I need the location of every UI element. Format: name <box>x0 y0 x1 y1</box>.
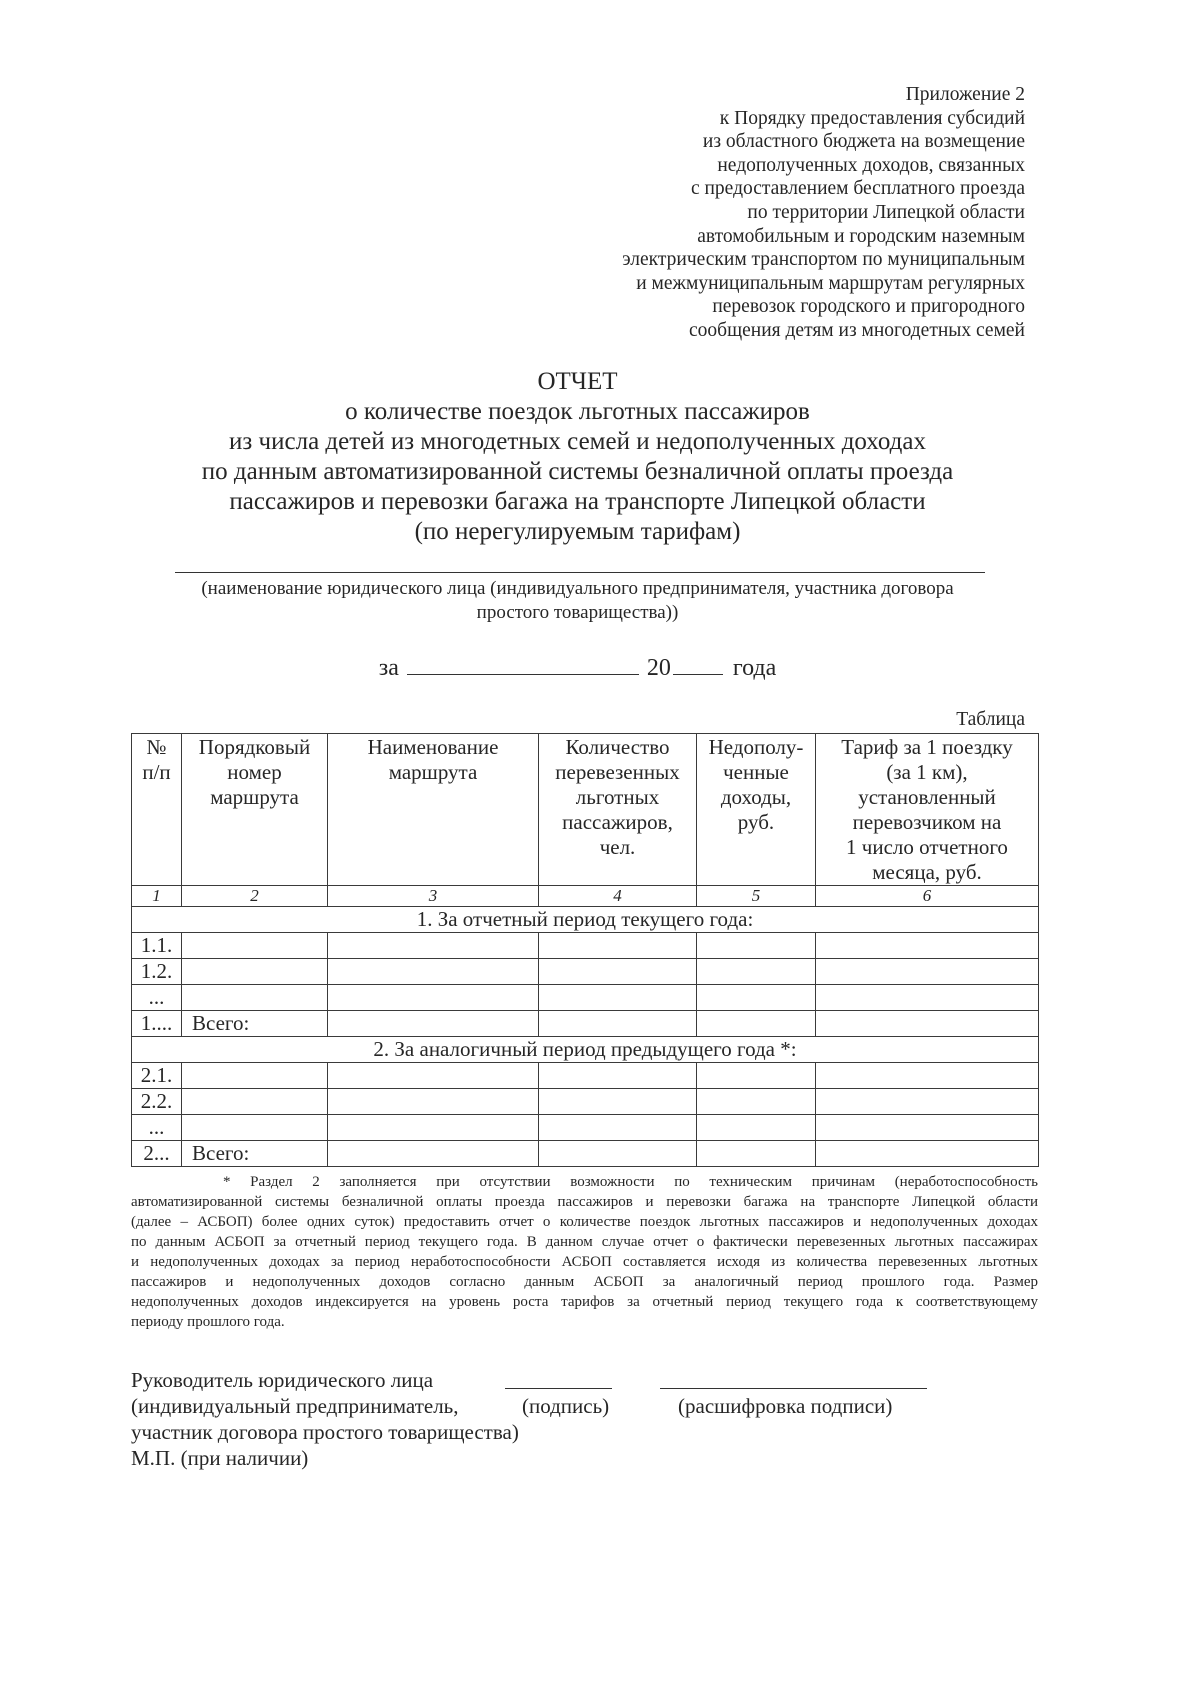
route-name-cell <box>328 959 539 985</box>
lost-income-cell <box>697 959 816 985</box>
route-number-cell <box>182 959 328 985</box>
lost-income-cell <box>697 1141 816 1167</box>
lost-income-cell <box>697 933 816 959</box>
appendix-line: из областного бюджета на возмещение <box>702 131 1025 153</box>
period-month-blank <box>407 673 639 675</box>
lost-income-cell <box>697 1011 816 1037</box>
period-suffix: года <box>732 655 777 681</box>
row-number: 1.... <box>132 1011 182 1037</box>
signature-blank-line <box>505 1388 612 1389</box>
title-line: ОТЧЕТ <box>537 368 618 395</box>
table-row <box>132 933 1039 959</box>
column-numbers-row <box>132 886 1039 907</box>
column-number: 2 <box>182 886 328 907</box>
footnote <box>131 1172 1038 1332</box>
footnote-line: * Раздел 2 заполняется при отсутствии возможности по техническим причинам (неработоспособность <box>223 1174 1038 1190</box>
tariff-cell <box>816 1089 1039 1115</box>
header-route-name: Наименование маршрута <box>328 734 539 886</box>
footnote-line: пассажиров и недополученных доходов согласно данным АСБОП за аналогичный период прошлого года. Размер <box>131 1274 1038 1290</box>
passenger-count-cell <box>539 1011 697 1037</box>
row-number: 2.2. <box>132 1089 182 1115</box>
caption-line: (наименование юридического лица (индивидуального предпринимателя, участника договора <box>201 578 954 599</box>
appendix-line: недополученных доходов, связанных <box>717 154 1025 176</box>
appendix-line: к Порядку предоставления субсидий <box>719 107 1025 129</box>
total-label: Всего: <box>182 1011 328 1037</box>
route-name-cell <box>328 1063 539 1089</box>
appendix-line: с предоставлением бесплатного проезда <box>690 178 1025 200</box>
column-number: 5 <box>697 886 816 907</box>
tariff-cell <box>816 1115 1039 1141</box>
tariff-cell <box>816 1063 1039 1089</box>
period-year-blank <box>673 673 723 675</box>
section-title: 2. За аналогичный период предыдущего года *: <box>132 1037 1039 1063</box>
passenger-count-cell <box>539 933 697 959</box>
decoding-caption: (расшифровка подписи) <box>678 1394 893 1418</box>
appendix-line: по территории Липецкой области <box>747 201 1025 223</box>
decoding-blank-line <box>660 1388 927 1389</box>
title-line: по данным автоматизированной системы безналичной оплаты проезда <box>201 458 954 485</box>
tariff-cell <box>816 959 1039 985</box>
header-route-number: Порядковый номер маршрута <box>182 734 328 886</box>
passenger-count-cell <box>539 1141 697 1167</box>
table-header-row <box>132 734 1039 886</box>
header-passenger-count: Количество перевезенных льготных пассажиров, чел. <box>539 734 697 886</box>
period-line <box>100 653 1055 683</box>
head-label-line2: (индивидуальный предприниматель, <box>131 1394 459 1418</box>
row-number: 1.2. <box>132 959 182 985</box>
table-total-row <box>132 1011 1039 1037</box>
tariff-cell <box>816 1141 1039 1167</box>
route-number-cell <box>182 1063 328 1089</box>
title-line: пассажиров и перевозки багажа на транспорте Липецкой области <box>229 488 926 515</box>
column-number: 4 <box>539 886 697 907</box>
tariff-cell <box>816 933 1039 959</box>
appendix-line: электрическим транспортом по муниципальным <box>622 249 1025 271</box>
section-row <box>132 1037 1039 1063</box>
route-number-cell <box>182 1089 328 1115</box>
header-tariff: Тариф за 1 поездку (за 1 км), установленный перевозчиком на 1 число отчетного месяца, руб. <box>816 734 1039 886</box>
signature-block <box>0 1367 1200 1477</box>
lost-income-cell <box>697 1063 816 1089</box>
header-row-number: № п/п <box>132 734 182 886</box>
passenger-count-cell <box>539 959 697 985</box>
report-table <box>131 733 1039 1167</box>
appendix-line: автомобильным и городским наземным <box>697 225 1025 247</box>
route-name-cell <box>328 985 539 1011</box>
footnote-line: и недополученных доходах за период неработоспособности АСБОП составляется исходя из количества перевезенных льготных <box>131 1254 1038 1270</box>
passenger-count-cell <box>539 1089 697 1115</box>
appendix-block <box>622 83 1025 343</box>
head-label: Руководитель юридического лица <box>131 1368 434 1392</box>
route-number-cell <box>182 1115 328 1141</box>
section-row <box>132 907 1039 933</box>
column-number: 3 <box>328 886 539 907</box>
caption-line: простого товарищества)) <box>476 602 679 623</box>
column-number: 1 <box>132 886 182 907</box>
org-name-blank-line <box>175 572 985 573</box>
period-year-prefix: 20 <box>646 655 671 681</box>
appendix-line: и межмуниципальным маршрутам регулярных <box>636 272 1025 294</box>
table-total-row <box>132 1141 1039 1167</box>
total-label: Всего: <box>182 1141 328 1167</box>
lost-income-cell <box>697 985 816 1011</box>
route-name-cell <box>328 1115 539 1141</box>
row-number: 1.1. <box>132 933 182 959</box>
head-label-line3: участник договора простого товарищества) <box>131 1420 519 1444</box>
footnote-line: недополученных доходов индексируется на уровень роста тарифов за отчетный период текущего года к соответствующему <box>131 1294 1038 1310</box>
title-line: (по нерегулируемым тарифам) <box>414 518 741 545</box>
table-caption: Таблица <box>956 709 1025 730</box>
route-name-cell <box>328 1141 539 1167</box>
tariff-cell <box>816 1011 1039 1037</box>
footnote-line: (далее – АСБОП) более одних суток) предоставить отчет о количестве поездок льготных пассажиров и недополученных доходах <box>131 1214 1038 1230</box>
passenger-count-cell <box>539 985 697 1011</box>
table-row <box>132 959 1039 985</box>
stamp-note: М.П. (при наличии) <box>131 1446 309 1470</box>
row-number: ... <box>132 1115 182 1141</box>
route-number-cell <box>182 933 328 959</box>
appendix-line: Приложение 2 <box>905 84 1025 105</box>
route-name-cell <box>328 1011 539 1037</box>
column-number: 6 <box>816 886 1039 907</box>
footnote-line: периоду прошлого года. <box>131 1314 285 1330</box>
table-row <box>132 1089 1039 1115</box>
signature-caption: (подпись) <box>522 1394 610 1418</box>
passenger-count-cell <box>539 1115 697 1141</box>
header-lost-income: Недополу- ченные доходы, руб. <box>697 734 816 886</box>
route-name-cell <box>328 933 539 959</box>
row-number: ... <box>132 985 182 1011</box>
tariff-cell <box>816 985 1039 1011</box>
lost-income-cell <box>697 1089 816 1115</box>
row-number: 2.1. <box>132 1063 182 1089</box>
appendix-line: сообщения детям из многодетных семей <box>689 319 1025 341</box>
footnote-line: автоматизированной системы безналичной оплаты проезда пассажиров и перевозки багажа на транспорте Липецкой области <box>131 1194 1038 1210</box>
footnote-line: по данным АСБОП за отчетный период текущего года. В данном случае отчет о фактически перевезенных льготных пассажирах <box>131 1234 1038 1250</box>
section-title: 1. За отчетный период текущего года: <box>132 907 1039 933</box>
report-title <box>100 367 1055 547</box>
org-name-caption <box>100 577 1055 625</box>
passenger-count-cell <box>539 1063 697 1089</box>
route-number-cell <box>182 985 328 1011</box>
lost-income-cell <box>697 1115 816 1141</box>
title-line: из числа детей из многодетных семей и недополученных доходах <box>229 428 926 455</box>
route-name-cell <box>328 1089 539 1115</box>
row-number: 2... <box>132 1141 182 1167</box>
appendix-line: перевозок городского и пригородного <box>712 296 1025 318</box>
table-row <box>132 1115 1039 1141</box>
period-prefix: за <box>378 655 399 681</box>
table-row <box>132 985 1039 1011</box>
table-row <box>132 1063 1039 1089</box>
title-line: о количестве поездок льготных пассажиров <box>345 398 810 425</box>
